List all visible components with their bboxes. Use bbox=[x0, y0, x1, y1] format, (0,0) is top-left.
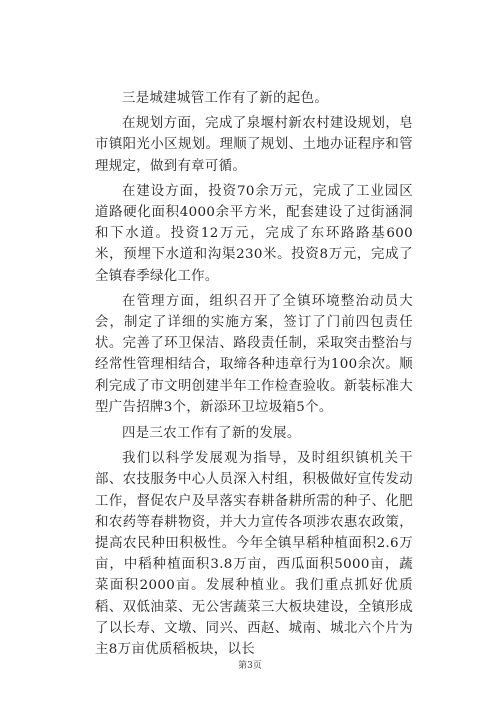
document-body bbox=[95, 88, 413, 664]
page-number: 第3页 bbox=[238, 661, 262, 671]
paragraph-management: 在管理方面，组织召开了全镇环境整治动员大会，制定了详细的实施方案，签订了门前四包责任状。完善了环卫保洁、路段责任制，采取突击整治与经常性管理相结合，取缔各种违章行为100余次。顺利完成了市文明创建半年工作检查验收。新装标准大型广告招牌3个，新添环卫垃圾箱5个。 bbox=[95, 293, 413, 415]
section-heading-urban-construction: 三是城建城管工作有了新的起色。 bbox=[122, 91, 329, 106]
paragraph-construction: 在建设方面，投资70余万元，完成了工业园区道路硬化面积4000余平方米，配套建设了过街涵洞和下水道。投资12万元，完成了东环路路基600米，预埋下水道和沟渠230米。投资8万元，完成了全镇春季绿化工作。 bbox=[95, 183, 413, 284]
paragraph-planning: 在规划方面，完成了泉堰村新农村建设规划，皂市镇阳光小区规划。理顺了规划、土地办证程序和管理规定，做到有章可循。 bbox=[95, 116, 413, 174]
section-heading-agriculture: 四是三农工作有了新的发展。 bbox=[122, 426, 301, 442]
paragraph-agriculture: 我们以科学发展观为指导，及时组织镇机关干部、农技服务中心人员深入村组，积极做好宣传发动工作，督促农户及早落实春耕备耕所需的种子、化肥和农药等春耕物资，并大力宣传各项涉农惠农政策，提高农民种田积极性。今年全镇早稻种植面积2.6万亩，中稻种植面积3.8万亩，西瓜面积5000亩，蔬菜面积2000亩。发展种植业。我们重点抓好优质稻、双低油菜、无公害蔬菜三大板块建设，全镇形成了以长寿、文墩、同兴、西赵、城南、城北六个片为主8万亩优质稻板块，以长 bbox=[95, 451, 413, 658]
